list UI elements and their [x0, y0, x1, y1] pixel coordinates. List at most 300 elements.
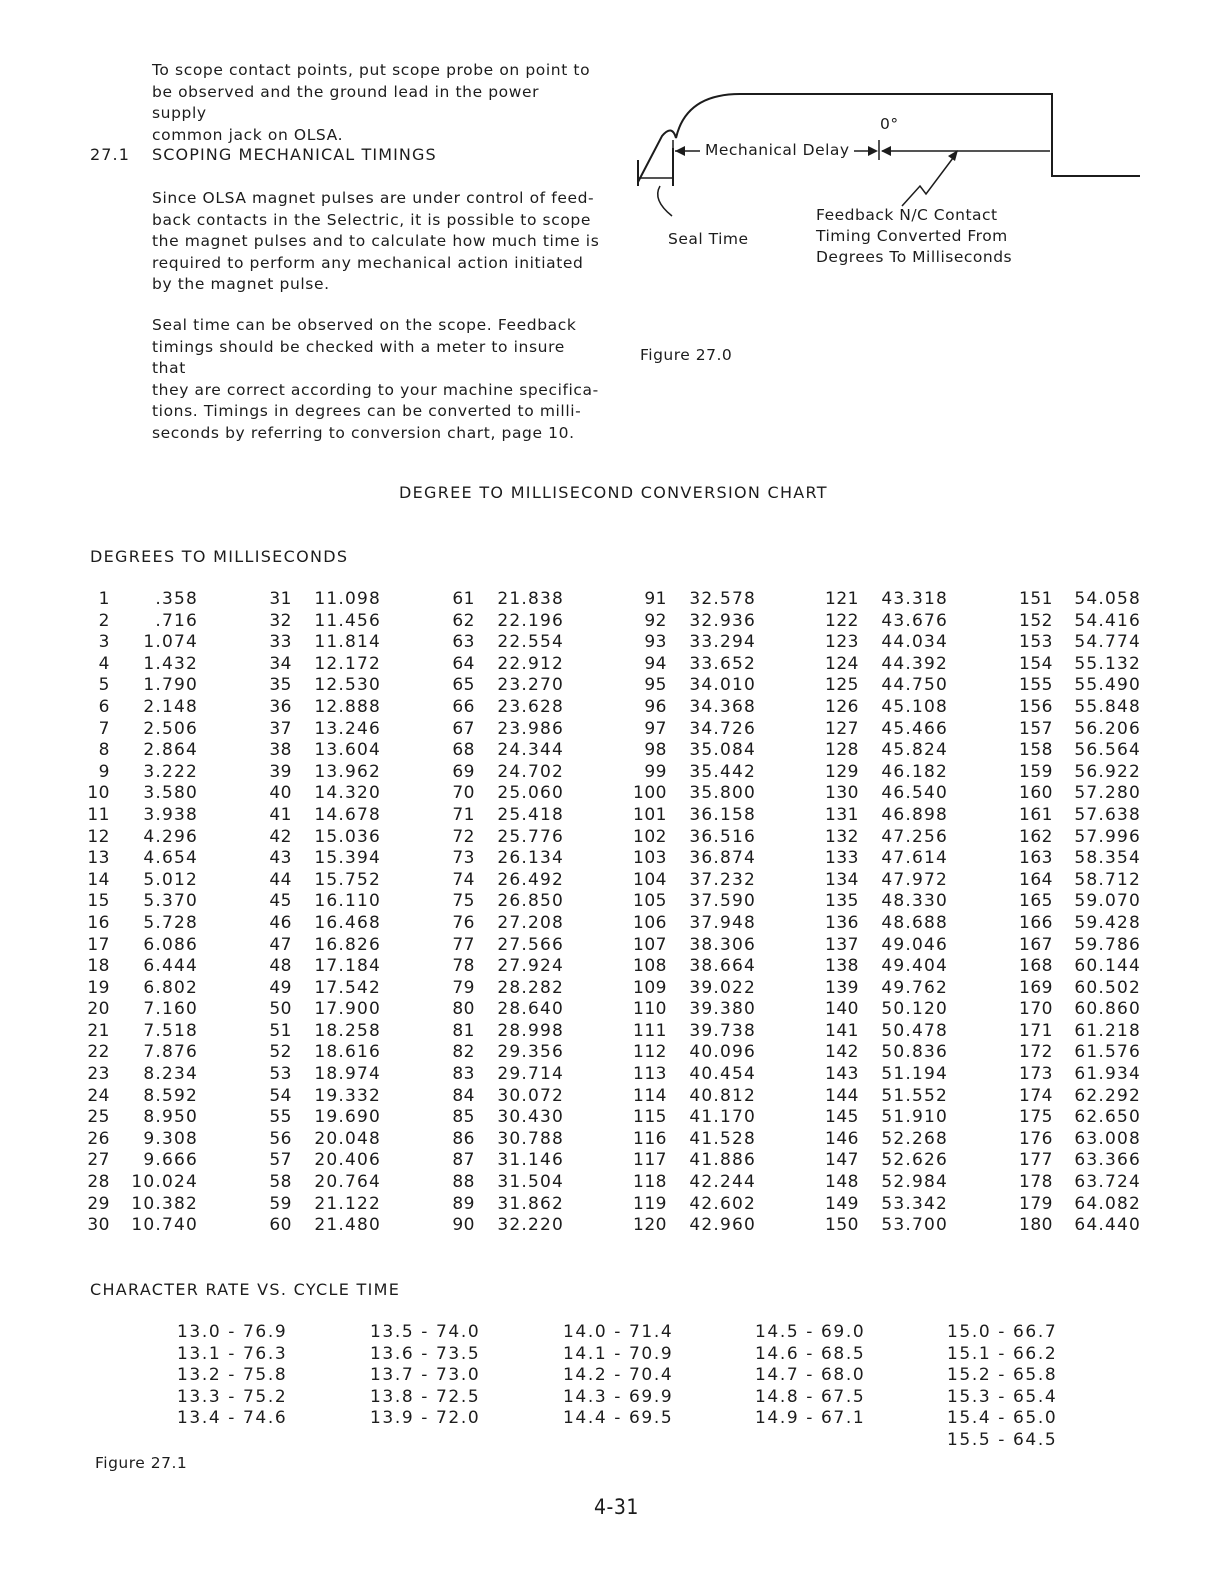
milliseconds-cell: 61.934 — [1074, 1064, 1141, 1085]
rate-entry: 15.3 - 65.4 — [947, 1386, 1058, 1407]
milliseconds-cell: 55.132 — [1074, 653, 1141, 674]
rate-entry: 14.5 - 69.0 — [755, 1322, 866, 1342]
degree-cell: 22 — [87, 1042, 110, 1063]
milliseconds-cell: .716 — [155, 610, 198, 631]
milliseconds-cell: 14.320 — [314, 783, 381, 804]
milliseconds-cell: 18.974 — [314, 1064, 381, 1085]
feedback-zigzag-leader — [902, 154, 956, 206]
figure-27-0-caption: Figure 27.0 — [640, 346, 733, 364]
degree-cell: 171 — [1019, 1020, 1053, 1041]
milliseconds-cell: 7.160 — [143, 999, 198, 1020]
character-rate-heading: CHARACTER RATE VS. CYCLE TIME — [90, 1280, 401, 1299]
milliseconds-cell: 20.406 — [314, 1150, 381, 1171]
milliseconds-cell: 14.678 — [314, 804, 381, 825]
milliseconds-cell: 4.654 — [143, 848, 198, 869]
milliseconds-cell: 30.788 — [497, 1128, 564, 1149]
degree-cell: 50 — [269, 999, 292, 1020]
milliseconds-cell: 36.158 — [689, 804, 756, 825]
degree-cell: 28 — [87, 1172, 110, 1193]
milliseconds-cell: 35.442 — [689, 761, 756, 782]
degree-cell: 71 — [452, 804, 475, 825]
milliseconds-cell: 55.490 — [1074, 675, 1141, 696]
milliseconds-cell: 12.888 — [314, 696, 381, 717]
degree-cell: 179 — [1019, 1193, 1053, 1214]
milliseconds-cell: 7.876 — [143, 1042, 198, 1063]
degree-cell: 70 — [452, 783, 475, 804]
milliseconds-cell: 23.270 — [497, 675, 564, 696]
milliseconds-cell: 54.774 — [1074, 632, 1141, 653]
rate-entry: 14.4 - 69.5 — [563, 1408, 674, 1429]
rate-entry: 13.5 - 74.0 — [370, 1322, 481, 1342]
milliseconds-cell: 5.012 — [143, 869, 198, 890]
degree-cell: 26 — [87, 1128, 110, 1149]
milliseconds-cell: 49.046 — [881, 934, 948, 955]
degree-cell: 90 — [452, 1215, 475, 1236]
degree-cell: 21 — [87, 1020, 110, 1041]
degree-cell: 166 — [1019, 912, 1053, 933]
degree-cell: 23 — [87, 1064, 110, 1085]
degree-cell: 38 — [269, 740, 292, 761]
degree-cell: 114 — [633, 1085, 667, 1106]
conversion-chart-title: DEGREE TO MILLISECOND CONVERSION CHART — [399, 483, 828, 502]
degree-cell: 27 — [87, 1150, 110, 1171]
degree-cell: 180 — [1019, 1215, 1053, 1236]
milliseconds-cell: 64.082 — [1074, 1193, 1141, 1214]
milliseconds-cell: 39.738 — [689, 1020, 756, 1041]
degree-cell: 145 — [825, 1107, 859, 1128]
degree-cell: 85 — [452, 1107, 475, 1128]
degree-cell: 80 — [452, 999, 475, 1020]
milliseconds-cell: 29.356 — [497, 1042, 564, 1063]
conversion-table — [0, 589, 1224, 1239]
degree-cell: 53 — [269, 1064, 292, 1085]
degree-cell: 150 — [825, 1215, 859, 1236]
degree-cell: 160 — [1019, 783, 1053, 804]
degree-cell: 51 — [269, 1020, 292, 1041]
zero-degree-label: 0° — [880, 115, 899, 133]
milliseconds-cell: 59.786 — [1074, 934, 1141, 955]
milliseconds-cell: 57.996 — [1074, 826, 1141, 847]
figure-27-1-caption: Figure 27.1 — [95, 1454, 188, 1472]
degree-cell: 32 — [269, 610, 292, 631]
degree-cell: 17 — [87, 934, 110, 955]
milliseconds-column — [1031, 589, 1141, 1237]
degree-cell: 106 — [633, 912, 667, 933]
degree-cell: 139 — [825, 977, 859, 998]
degree-cell: 97 — [644, 718, 667, 739]
milliseconds-cell: 45.466 — [881, 718, 948, 739]
milliseconds-cell: 23.628 — [497, 696, 564, 717]
degree-cell: 31 — [269, 589, 292, 609]
degree-cell: 104 — [633, 869, 667, 890]
milliseconds-cell: 40.812 — [689, 1085, 756, 1106]
milliseconds-cell: 31.146 — [497, 1150, 564, 1171]
milliseconds-cell: 58.712 — [1074, 869, 1141, 890]
milliseconds-cell: 10.024 — [131, 1172, 198, 1193]
rate-entry: 13.4 - 74.6 — [177, 1408, 288, 1429]
milliseconds-cell: 28.640 — [497, 999, 564, 1020]
milliseconds-cell: 21.838 — [497, 589, 564, 609]
rate-entry: 13.6 - 73.5 — [370, 1343, 481, 1364]
rate-entry: 13.9 - 72.0 — [370, 1408, 481, 1429]
milliseconds-cell: 8.592 — [143, 1085, 198, 1106]
milliseconds-cell: 1.432 — [143, 653, 198, 674]
degree-cell: 52 — [269, 1042, 292, 1063]
degree-cell: 158 — [1019, 740, 1053, 761]
milliseconds-cell: 63.366 — [1074, 1150, 1141, 1171]
milliseconds-cell: 52.268 — [881, 1128, 948, 1149]
rate-entry: 14.6 - 68.5 — [755, 1343, 866, 1364]
milliseconds-column — [454, 589, 564, 1237]
milliseconds-cell: 7.518 — [143, 1020, 198, 1041]
degree-cell: 115 — [633, 1107, 667, 1128]
milliseconds-cell: 13.604 — [314, 740, 381, 761]
intro-paragraph: To scope contact points, put scope probe on point to be observed and the ground lead in the power supply common jack on OLSA. — [152, 61, 591, 144]
milliseconds-cell: 30.430 — [497, 1107, 564, 1128]
milliseconds-cell: 26.492 — [497, 869, 564, 890]
milliseconds-cell: 2.506 — [143, 718, 198, 739]
degree-cell: 75 — [452, 891, 475, 912]
milliseconds-cell: 27.924 — [497, 956, 564, 977]
degree-cell: 13 — [87, 848, 110, 869]
degree-cell: 110 — [633, 999, 667, 1020]
degree-cell: 37 — [269, 718, 292, 739]
degree-cell: 165 — [1019, 891, 1053, 912]
degree-cell: 151 — [1019, 589, 1053, 609]
degree-cell: 15 — [87, 891, 110, 912]
milliseconds-cell: 46.540 — [881, 783, 948, 804]
milliseconds-cell: 32.936 — [689, 610, 756, 631]
rate-entry: 14.3 - 69.9 — [563, 1386, 674, 1407]
waveform-pulse — [638, 94, 1140, 182]
degree-cell: 81 — [452, 1020, 475, 1041]
milliseconds-cell: 4.296 — [143, 826, 198, 847]
degree-cell: 54 — [269, 1085, 292, 1106]
degree-cell: 141 — [825, 1020, 859, 1041]
degree-cell: 102 — [633, 826, 667, 847]
degree-cell: 45 — [269, 891, 292, 912]
milliseconds-cell: 57.638 — [1074, 804, 1141, 825]
degree-cell: 49 — [269, 977, 292, 998]
milliseconds-cell: 49.762 — [881, 977, 948, 998]
degree-cell: 73 — [452, 848, 475, 869]
milliseconds-cell: 50.120 — [881, 999, 948, 1020]
milliseconds-cell: 17.900 — [314, 999, 381, 1020]
milliseconds-cell: 32.578 — [689, 589, 756, 609]
degree-cell: 162 — [1019, 826, 1053, 847]
milliseconds-cell: 29.714 — [497, 1064, 564, 1085]
milliseconds-cell: 11.456 — [314, 610, 381, 631]
rate-entry: 15.1 - 66.2 — [947, 1343, 1058, 1364]
milliseconds-cell: 56.206 — [1074, 718, 1141, 739]
milliseconds-cell: 40.096 — [689, 1042, 756, 1063]
degree-cell: 174 — [1019, 1085, 1053, 1106]
milliseconds-cell: 35.800 — [689, 783, 756, 804]
degree-cell: 79 — [452, 977, 475, 998]
degree-cell: 144 — [825, 1085, 859, 1106]
rate-entry: 13.3 - 75.2 — [177, 1386, 288, 1407]
degree-cell: 136 — [825, 912, 859, 933]
degree-cell: 175 — [1019, 1107, 1053, 1128]
degree-cell: 122 — [825, 610, 859, 631]
milliseconds-cell: 3.222 — [143, 761, 198, 782]
milliseconds-cell: 28.282 — [497, 977, 564, 998]
degree-cell: 168 — [1019, 956, 1053, 977]
degree-cell: 94 — [644, 653, 667, 674]
milliseconds-cell: 20.048 — [314, 1128, 381, 1149]
degree-cell: 101 — [633, 804, 667, 825]
degree-cell: 120 — [633, 1215, 667, 1236]
degree-cell: 137 — [825, 934, 859, 955]
milliseconds-cell: 59.428 — [1074, 912, 1141, 933]
degree-cell: 6 — [98, 696, 110, 717]
degree-cell: 47 — [269, 934, 292, 955]
degree-cell: 2 — [98, 610, 110, 631]
degree-cell: 40 — [269, 783, 292, 804]
degree-cell: 64 — [452, 653, 475, 674]
milliseconds-cell: 47.972 — [881, 869, 948, 890]
section-number: 27.1 — [90, 145, 131, 164]
degree-cell: 69 — [452, 761, 475, 782]
degree-cell: 135 — [825, 891, 859, 912]
milliseconds-cell: 2.864 — [143, 740, 198, 761]
degree-cell: 59 — [269, 1193, 292, 1214]
degree-cell: 99 — [644, 761, 667, 782]
degree-cell: 173 — [1019, 1064, 1053, 1085]
degree-cell: 25 — [87, 1107, 110, 1128]
degree-cell: 41 — [269, 804, 292, 825]
feedback-contact-label: Feedback N/C Contact Timing Converted From Degrees To Milliseconds — [816, 206, 1013, 266]
feedback-right-arrowhead — [881, 146, 891, 156]
rate-entry: 15.2 - 65.8 — [947, 1365, 1058, 1386]
rate-entry: 13.0 - 76.9 — [177, 1322, 288, 1342]
mechanical-delay-label: Mechanical Delay — [705, 141, 850, 159]
degree-cell: 164 — [1019, 869, 1053, 890]
degree-cell: 103 — [633, 848, 667, 869]
degree-cell: 92 — [644, 610, 667, 631]
degree-cell: 43 — [269, 848, 292, 869]
degree-cell: 129 — [825, 761, 859, 782]
milliseconds-cell: 58.354 — [1074, 848, 1141, 869]
milliseconds-cell: 35.084 — [689, 740, 756, 761]
rate-entry: 15.5 - 64.5 — [947, 1429, 1058, 1450]
milliseconds-cell: 20.764 — [314, 1172, 381, 1193]
milliseconds-cell: 30.072 — [497, 1085, 564, 1106]
page-number: 4-31 — [594, 1495, 639, 1519]
milliseconds-cell: 22.912 — [497, 653, 564, 674]
degree-cell: 88 — [452, 1172, 475, 1193]
milliseconds-cell: 6.444 — [143, 956, 198, 977]
milliseconds-cell: 56.922 — [1074, 761, 1141, 782]
milliseconds-cell: 38.664 — [689, 956, 756, 977]
degree-cell: 172 — [1019, 1042, 1053, 1063]
milliseconds-cell: 24.702 — [497, 761, 564, 782]
degree-cell: 42 — [269, 826, 292, 847]
milliseconds-cell: 8.234 — [143, 1064, 198, 1085]
degree-cell: 20 — [87, 999, 110, 1020]
milliseconds-cell: 28.998 — [497, 1020, 564, 1041]
milliseconds-cell: 12.530 — [314, 675, 381, 696]
paragraph-seal-time: Seal time can be observed on the scope. Feedback timings should be checked with a meter to insure that they are correct according to your machine specifica- tions. Timings in degrees can be converted to milli- seconds by referring to conversion chart, page 10. — [152, 316, 599, 442]
milliseconds-cell: 11.098 — [314, 589, 381, 609]
rate-entry: 14.0 - 71.4 — [563, 1322, 674, 1342]
degrees-to-milliseconds-heading: DEGREES TO MILLISECONDS — [90, 547, 349, 566]
degree-cell: 74 — [452, 869, 475, 890]
degree-cell: 143 — [825, 1064, 859, 1085]
degree-cell: 24 — [87, 1085, 110, 1106]
degree-cell: 140 — [825, 999, 859, 1020]
milliseconds-cell: 6.802 — [143, 977, 198, 998]
degree-cell: 35 — [269, 675, 292, 696]
milliseconds-cell: 51.910 — [881, 1107, 948, 1128]
milliseconds-cell: 39.022 — [689, 977, 756, 998]
milliseconds-cell: 44.392 — [881, 653, 948, 674]
milliseconds-cell: 2.148 — [143, 696, 198, 717]
degree-cell: 156 — [1019, 696, 1053, 717]
degree-cell: 154 — [1019, 653, 1053, 674]
milliseconds-cell: 9.308 — [143, 1128, 198, 1149]
milliseconds-cell: 48.330 — [881, 891, 948, 912]
degree-cell: 18 — [87, 956, 110, 977]
rate-column — [563, 1322, 673, 1430]
rate-entry: 15.0 - 66.7 — [947, 1322, 1058, 1342]
milliseconds-cell: 19.332 — [314, 1085, 381, 1106]
milliseconds-cell: 34.010 — [689, 675, 756, 696]
degree-cell: 10 — [87, 783, 110, 804]
milliseconds-cell: 52.984 — [881, 1172, 948, 1193]
milliseconds-cell: 40.454 — [689, 1064, 756, 1085]
milliseconds-cell: 10.382 — [131, 1193, 198, 1214]
mechanical-delay-left-arrowhead — [675, 146, 685, 156]
degree-cell: 153 — [1019, 632, 1053, 653]
degree-cell: 125 — [825, 675, 859, 696]
degree-cell: 68 — [452, 740, 475, 761]
milliseconds-cell: 62.292 — [1074, 1085, 1141, 1106]
paragraph-scoping: Since OLSA magnet pulses are under control of feed- back contacts in the Selectric, it is possible to scope the magnet pulses and to calculate how much time is required to perform any mechanical action initiated by the magnet pulse. — [152, 189, 600, 294]
rate-entry: 13.1 - 76.3 — [177, 1343, 288, 1364]
degree-cell: 14 — [87, 869, 110, 890]
degree-cell: 152 — [1019, 610, 1053, 631]
milliseconds-cell: 60.860 — [1074, 999, 1141, 1020]
degree-cell: 98 — [644, 740, 667, 761]
milliseconds-cell: 15.394 — [314, 848, 381, 869]
milliseconds-cell: 36.516 — [689, 826, 756, 847]
rate-entry: 14.7 - 68.0 — [755, 1365, 866, 1386]
milliseconds-cell: 16.468 — [314, 912, 381, 933]
milliseconds-cell: 42.244 — [689, 1172, 756, 1193]
degree-cell: 7 — [98, 718, 110, 739]
degree-cell: 123 — [825, 632, 859, 653]
milliseconds-cell: 54.416 — [1074, 610, 1141, 631]
milliseconds-cell: 32.220 — [497, 1215, 564, 1236]
milliseconds-cell: 53.342 — [881, 1193, 948, 1214]
milliseconds-cell: 46.898 — [881, 804, 948, 825]
seal-time-leader — [658, 186, 672, 216]
milliseconds-cell: 5.728 — [143, 912, 198, 933]
degree-cell: 132 — [825, 826, 859, 847]
degree-cell: 33 — [269, 632, 292, 653]
milliseconds-cell: .358 — [155, 589, 198, 609]
milliseconds-cell: 23.986 — [497, 718, 564, 739]
milliseconds-cell: 6.086 — [143, 934, 198, 955]
milliseconds-cell: 37.948 — [689, 912, 756, 933]
degree-cell: 46 — [269, 912, 292, 933]
milliseconds-cell: 59.070 — [1074, 891, 1141, 912]
milliseconds-column — [838, 589, 948, 1237]
rate-entry: 14.1 - 70.9 — [563, 1343, 674, 1364]
milliseconds-cell: 36.874 — [689, 848, 756, 869]
degree-cell: 146 — [825, 1128, 859, 1149]
degree-cell: 66 — [452, 696, 475, 717]
degree-cell: 89 — [452, 1193, 475, 1214]
degree-cell: 16 — [87, 912, 110, 933]
degree-cell: 170 — [1019, 999, 1053, 1020]
degree-cell: 126 — [825, 696, 859, 717]
milliseconds-cell: 3.938 — [143, 804, 198, 825]
milliseconds-cell: 61.218 — [1074, 1020, 1141, 1041]
milliseconds-cell: 10.740 — [131, 1215, 198, 1236]
milliseconds-cell: 55.848 — [1074, 696, 1141, 717]
milliseconds-cell: 41.528 — [689, 1128, 756, 1149]
degree-cell: 12 — [87, 826, 110, 847]
degree-cell: 119 — [633, 1193, 667, 1214]
degree-cell: 84 — [452, 1085, 475, 1106]
milliseconds-column — [271, 589, 381, 1237]
degree-cell: 29 — [87, 1193, 110, 1214]
degree-cell: 112 — [633, 1042, 667, 1063]
milliseconds-cell: 27.566 — [497, 934, 564, 955]
degree-cell: 61 — [452, 589, 475, 609]
mechanical-delay-right-arrowhead — [868, 146, 878, 156]
milliseconds-cell: 45.108 — [881, 696, 948, 717]
milliseconds-cell: 11.814 — [314, 632, 381, 653]
degree-cell: 96 — [644, 696, 667, 717]
milliseconds-cell: 33.652 — [689, 653, 756, 674]
degree-cell: 76 — [452, 912, 475, 933]
milliseconds-cell: 51.552 — [881, 1085, 948, 1106]
milliseconds-cell: 22.196 — [497, 610, 564, 631]
degree-cell: 167 — [1019, 934, 1053, 955]
milliseconds-cell: 8.950 — [143, 1107, 198, 1128]
milliseconds-cell: 34.726 — [689, 718, 756, 739]
degree-cell: 30 — [87, 1215, 110, 1236]
milliseconds-cell: 41.170 — [689, 1107, 756, 1128]
degree-cell: 9 — [98, 761, 110, 782]
milliseconds-cell: 47.614 — [881, 848, 948, 869]
milliseconds-cell: 24.344 — [497, 740, 564, 761]
degree-cell: 62 — [452, 610, 475, 631]
milliseconds-cell: 42.960 — [689, 1215, 756, 1236]
milliseconds-cell: 47.256 — [881, 826, 948, 847]
degree-cell: 55 — [269, 1107, 292, 1128]
milliseconds-cell: 27.208 — [497, 912, 564, 933]
milliseconds-cell: 15.036 — [314, 826, 381, 847]
milliseconds-cell: 25.776 — [497, 826, 564, 847]
degree-cell: 48 — [269, 956, 292, 977]
milliseconds-cell: 50.836 — [881, 1042, 948, 1063]
degree-cell: 149 — [825, 1193, 859, 1214]
milliseconds-column — [88, 589, 198, 1237]
degree-cell: 118 — [633, 1172, 667, 1193]
rate-entry: 14.8 - 67.5 — [755, 1386, 866, 1407]
milliseconds-cell: 17.542 — [314, 977, 381, 998]
degree-cell: 124 — [825, 653, 859, 674]
degree-cell: 109 — [633, 977, 667, 998]
milliseconds-cell: 63.724 — [1074, 1172, 1141, 1193]
milliseconds-cell: 18.258 — [314, 1020, 381, 1041]
degree-cell: 56 — [269, 1128, 292, 1149]
degree-cell: 127 — [825, 718, 859, 739]
